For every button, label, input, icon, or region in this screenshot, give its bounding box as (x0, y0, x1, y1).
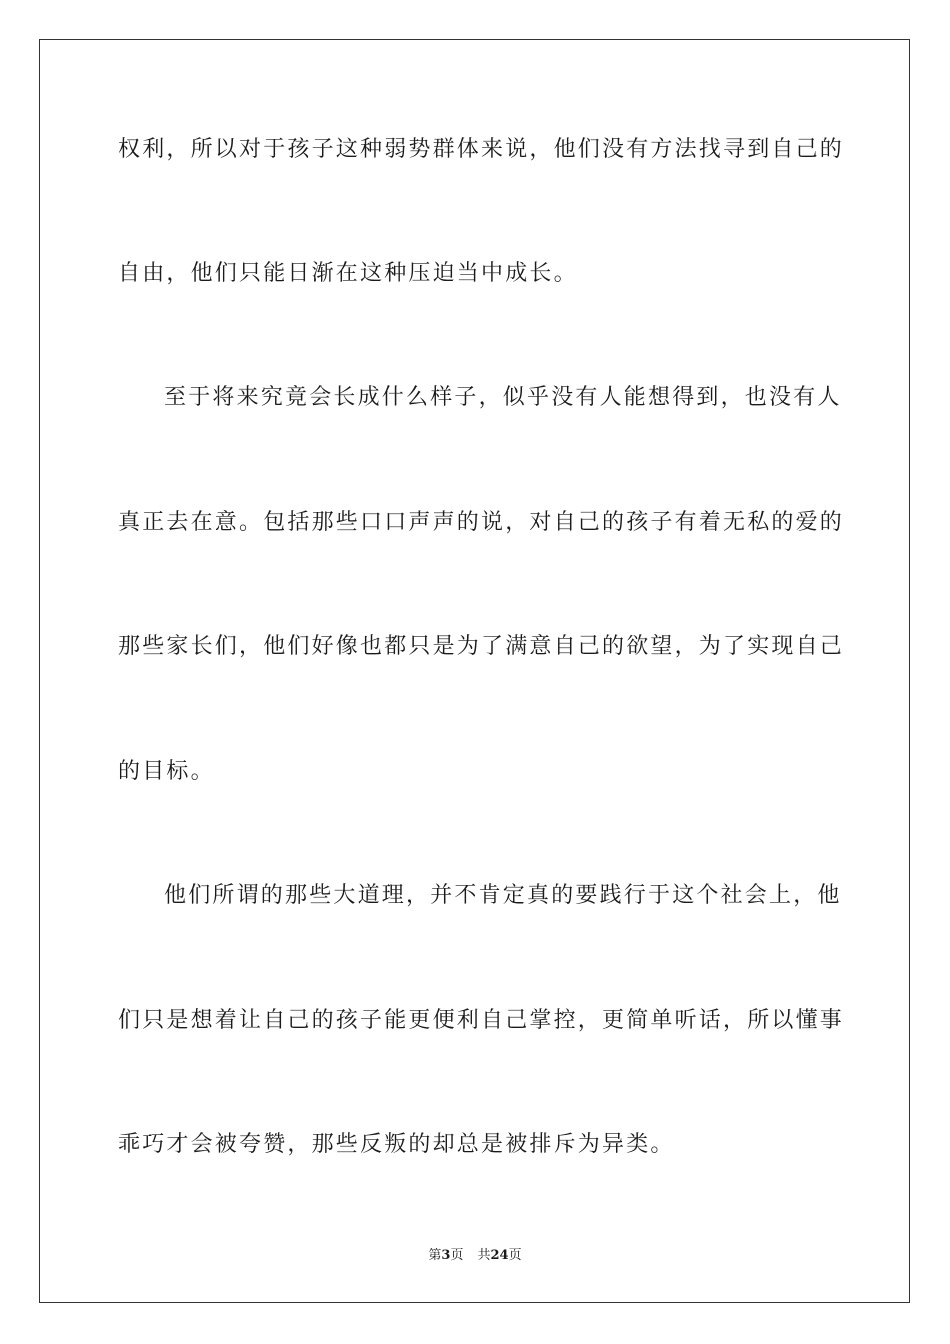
paragraph-line: 的目标。 (118, 759, 215, 784)
paragraph-line: 真正去在意。包括那些口口声声的说，对自己的孩子有着无私的爱的 (118, 510, 845, 535)
paragraph-line: 权利，所以对于孩子这种弱势群体来说，他们没有方法找寻到自己的 (118, 137, 845, 162)
paragraph-line: 那些家长们，他们好像也都只是为了满意自己的欲望，为了实现自己 (118, 634, 845, 659)
paragraph-line: 自由，他们只能日渐在这种压迫当中成长。 (118, 261, 578, 286)
paragraph-line: 至于将来究竟会长成什么样子，似乎没有人能想得到，也没有人 (164, 385, 842, 410)
page-number: 3 (441, 1248, 451, 1263)
paragraph-line: 们只是想着让自己的孩子能更便利自己掌控，更简单听话，所以懂事 (118, 1008, 845, 1033)
paragraph-line: 乖巧才会被夸赞，那些反叛的却总是被排斥为异类。 (118, 1132, 675, 1157)
page-footer (0, 1247, 950, 1265)
total-suffix: 页 (508, 1248, 522, 1263)
total-prefix: 共 (477, 1248, 491, 1263)
page-prefix: 第 (428, 1248, 442, 1263)
page-suffix: 页 (450, 1248, 464, 1263)
page-border (39, 39, 910, 1303)
paragraph-line: 他们所谓的那些大道理，并不肯定真的要践行于这个社会上，他 (164, 883, 842, 908)
total-pages: 24 (490, 1248, 509, 1263)
